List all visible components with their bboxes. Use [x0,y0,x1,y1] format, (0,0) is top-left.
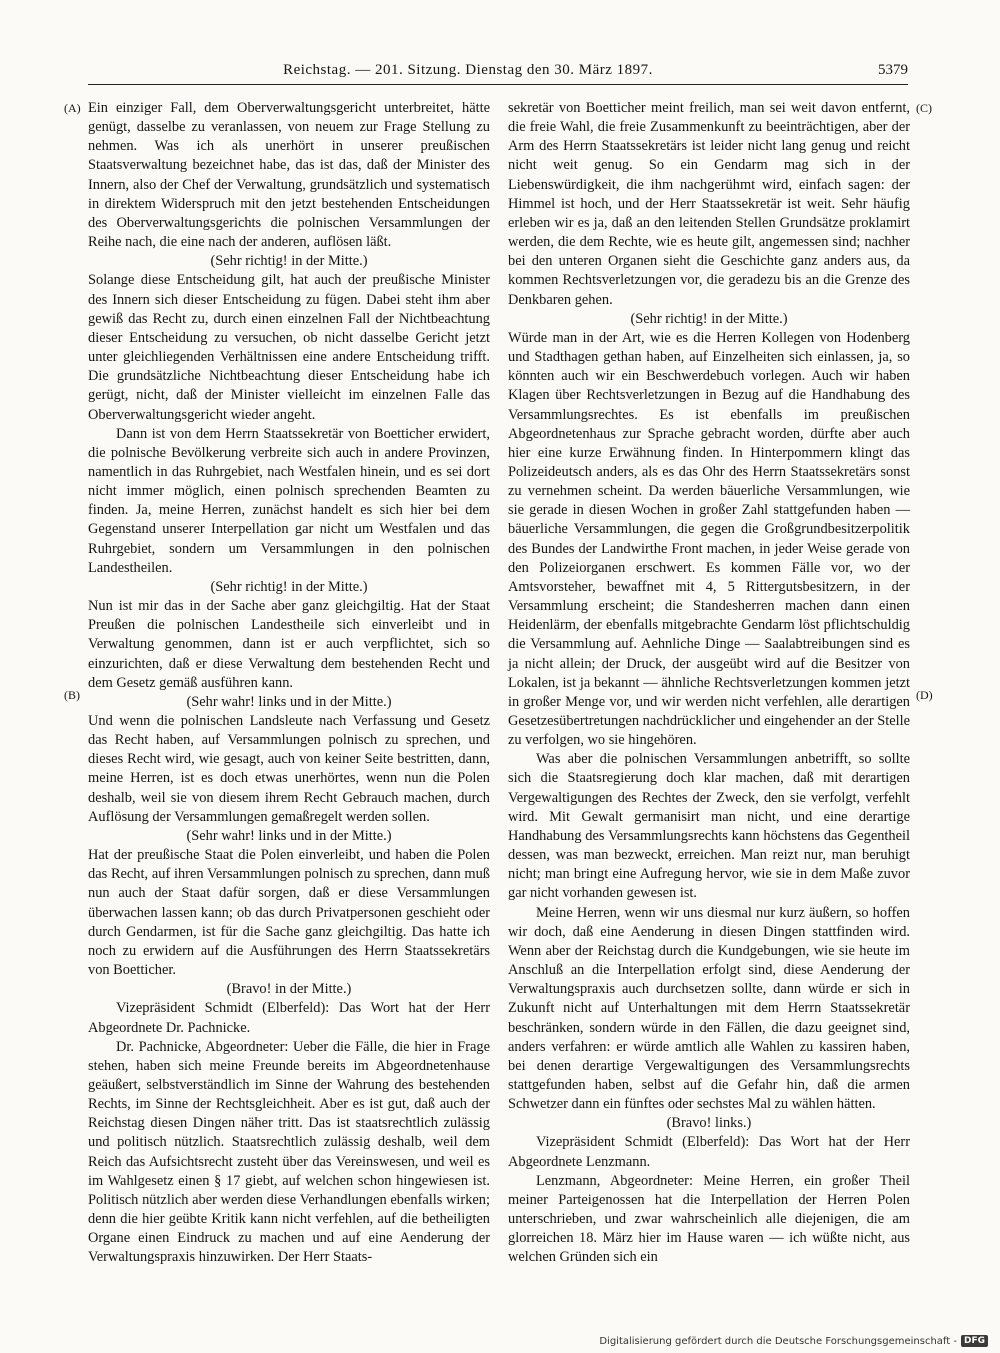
paragraph: Was aber die polnischen Versammlungen anbetrifft, so sollte sich die Staatsregierung doch klar machen, daß mit derartigen Vergewaltigungen des Rechtes der Zweck, den sie verfolgt, verfehlt wird. Mit Gewalt germanisirt man nicht, und eine derartige Handhabung des Versammlungsrechts kann höchstens das Gegentheil dessen, was man bezweckt, erreichen. Man reizt nur, man beruhigt nicht; man bringt eine Aufregung hervor, wie sie in dem Maße zuvor gar nicht vorhanden gewesen ist. [508,751,910,902]
margin-mark-a: (A) [64,101,81,115]
running-header [88,62,908,82]
page-number: 5379 [878,62,908,78]
paragraph: Vizepräsident Schmidt (Elberfeld): Das Wort hat der Herr Abgeordnete Lenzmann. [508,1134,910,1170]
interjection: (Sehr richtig! in der Mitte.) [210,253,368,270]
paragraph: Ein einziger Fall, dem Oberverwaltungsgericht unterbreitet, hätte genügt, dasselbe zu veranlassen, von neuem zur Frage Stellung zu nehmen. Was ich als unerhört in unserer preußischen Staatsverwaltung bezeichnet habe, das ist das, daß der Minister des Innern, also der Chef der Verwaltung, grundsätzlich und systematisch in direktem Widerspruch mit den jetzt bestehenden Entscheidungen des Oberverwaltungsgerichts die polnischen Versammlungen der Reihe nach, die eine nach der anderen, auflösen läßt. [88,100,490,251]
margin-mark-d: (D) [916,688,933,702]
left-column [88,99,490,1268]
footer-credit: Digitalisierung gefördert durch die Deutsche Forschungsgemeinschaft - [599,1335,957,1347]
margin-mark-b: (B) [64,688,80,702]
dfg-logo: DFG [961,1335,988,1347]
paragraph: Vizepräsident Schmidt (Elberfeld): Das Wort hat der Herr Abgeordnete Dr. Pachnicke. [88,1000,490,1036]
interjection: (Sehr wahr! links und in der Mitte.) [186,827,392,844]
interjection: (Sehr wahr! links und in der Mitte.) [186,693,392,710]
paragraph: Lenzmann, Abgeordneter: Meine Herren, ein großer Theil meiner Parteigenossen hat die Interpellation der Herren Polen unterschrieben, und zwar wahrscheinlich alle diejenigen, die am glorreichen 18. März hier im Hause waren — ich wüßte nicht, aus welchen Gründen sich ein [508,1172,910,1266]
paragraph: Nun ist mir das in der Sache aber ganz gleichgiltig. Hat der Staat Preußen die polnischen Landestheile sich einverleibt und in Verwaltung genommen, dann ist er auch verpflichtet, sich so einzurichten, daß er diese Verwaltung dem bestehenden Recht und dem Gesetz gemäß ausführen kann. [88,598,490,691]
paragraph: Dann ist von dem Herrn Staatssekretär von Boetticher erwidert, die polnische Bevölkerung verbreite sich auch in andere Provinzen, namentlich in das Ruhrgebiet, nach Westfalen hinein, und es sei dort nicht immer möglich, einen polnisch sprechenden Beamten zu finden. Ja, meine Herren, zunächst handelt es sich hier bei dem Gegenstand unserer Interpellation gar nicht um Westfalen und das Ruhrgebiet, sondern um Versammlungen in den polnischen Landestheilen. [88,425,490,576]
interjection: (Sehr richtig! in der Mitte.) [630,310,788,327]
header-rule [88,84,908,85]
paragraph: Und wenn die polnischen Landsleute nach Verfassung und Gesetz das Recht haben, auf Versammlungen polnisch zu sprechen, und dieses Recht wird, wie gesagt, auch von keiner Seite bestritten, dann, meine Herren, ist es doch etwas unerhörtes, wenn nun die Polen deshalb, weil sie von diesem ihrem Recht Gebrauch machen, durch Auflösung der Versammlungen gemaßregelt werden sollen. [88,713,490,825]
paragraph: Würde man in der Art, wie es die Herren Kollegen von Hodenberg und Stadthagen gethan haben, auf Einzelheiten sich einlassen, ja, so könnten auch wir ein Beschwerdebuch vorlegen. Auch wir haben Klagen über Rechtsverletzungen in Bezug auf die Handhabung des Versammlungsrechtes. Es ist ebenfalls im preußischen Abgeordnetenhaus zur Sprache gebracht worden, dürfte aber auch hier eine kurze Erwähnung finden. In Hinterpommern klingt das Polizeideutsch anders, als es das Ohr des Herrn Staatssekretärs sonst zu vernehmen scheint. Da werden bäuerliche Versammlungen, wie sie gerade in diesen Wochen in großer Zahl stattgefunden haben — bäuerliche Versammlungen, die gegen die Großgrundbesitzerpolitik des Bundes der Landwirthe Front machen, in jeder Weise gerade von den Polizeiorganen erschwert. Es kommen Fälle vor, wo der Amtsvorsteher, bewaffnet mit 4, 5 Rittergutsbesitzern, in der Versammlung erscheint; die Standesherren machen dann einen Heidenlärm, der ebenfalls mitgebrachte Gendarm löst pflichtschuldig die Versammlung auf. Aehnliche Dinge — Saalabtreibungen sind es ja nicht allein; der Druck, der ausgeübt wird auf die Besitzer von Lokalen, ist ja bekannt — ähnliche Rechtsverletzungen kommen jetzt in großer Menge vor, und wir werden nicht verfehlen, alle derartigen Gesetzesübertretungen nachdrücklicher und eingehender an der Stelle zu verfolgen, wo sie hingehören. [508,329,910,749]
paragraph: sekretär von Boetticher meint freilich, man sei weit davon entfernt, die freie Wahl, die freie Zusammenkunft zu beeinträchtigen, aber der Arm des Herrn Staatssekretärs ist leider nicht lang genug und reicht nicht weit genug. So ein Gendarm mag sich in der Liebenswürdigkeit, die ihm nachgerühmt wird, einfach sagen: der Himmel ist hoch, und der Herr Staatssekretär ist weit. Sehr häufig erleben wir es ja, daß an den leitenden Stellen Grundsätze proklamirt werden, die dem Rechte, wie es heute gilt, angemessen sind; nachher bei den unteren Organen sieht die Geschichte ganz anders aus, da kommen Rechtsverletzungen vor, die geradezu bis an die Grenze des Denkbaren gehen. [508,100,910,308]
margin-mark-c: (C) [916,101,932,115]
header-title: Reichstag. — 201. Sitzung. Dienstag den 30. März 1897. [283,62,653,78]
paragraph: Meine Herren, wenn wir uns diesmal nur kurz äußern, so hoffen wir doch, daß eine Aenderung in diesen Dingen stattfinden wird. Wenn aber der Reichstag durch die Kundgebungen, wie sie heute im Anschluß an die Interpellation erfolgt sind, diese Aenderung der Verwaltungspraxis auch durchsetzen sollte, dann würde er sich in Zukunft nicht auf Unterhaltungen mit dem Herrn Staatssekretär beschränken, sondern würde in den Fällen, die dazu geeignet sind, anders verfahren: er würde amtlich alle Wahlen zu kassiren haben, bei denen derartige Vergewaltigungen des Versammlungsrechts stattgefunden haben, selbst auf die Gefahr hin, daß die armen Schwetzer dann ein fünftes oder sechstes Mal zu wählen hätten. [508,904,910,1113]
interjection: (Sehr richtig! in der Mitte.) [210,578,368,595]
right-column [508,99,910,1268]
paragraph: Dr. Pachnicke, Abgeordneter: Ueber die Fälle, die hier in Frage stehen, haben sich meine Freunde bereits im Abgeordnetenhause geäußert, selbstverständlich im Sinne der Wahrung des bestehenden Rechts, im Sinne der Rechtsgleichheit. Aber es ist gut, daß auch der Reichstag diesen Dingen näher tritt. Das ist staatsrechtlich zulässig und politisch nützlich. Staatsrechtlich zulässig deshalb, weil dem Reich das Aufsichtsrecht zusteht über das Vereinswesen, und weil es im Wahlgesetz einen § 17 giebt, auf welchen schon hingewiesen ist. Politisch nützlich aber werden diese Verhandlungen ebenfalls wirken; denn die hier geübte Kritik kann nicht verfehlen, auf die betheiligten Organe einen Eindruck zu machen und auf eine Aenderung der Verwaltungspraxis hinzuwirken. Der Herr Staats- [88,1038,490,1266]
interjection: (Bravo! links.) [666,1115,752,1132]
footer [599,1335,988,1347]
paragraph: Hat der preußische Staat die Polen einverleibt, und haben die Polen das Recht, auf ihren Versammlungen polnisch zu sprechen, dann muß nun auch der Staat dafür sorgen, daß er diese Versammlungen überwachen lassen kann; ob das durch Privatpersonen geschieht oder durch Gendarmen, ist für die Sache ganz gleichgiltig. Das hatte ich noch zu erwidern auf die Ausführungen des Herrn Staatssekretärs von Boetticher. [88,847,490,979]
paragraph: Solange diese Entscheidung gilt, hat auch der preußische Minister des Innern sich dieser Entscheidung zu fügen. Dabei steht ihm aber gewiß das Recht zu, durch einen einzelnen Fall der Nichtbeachtung dieser Entscheidung zu versuchen, ob nicht dasselbe Gericht jetzt unter gleichliegenden Verhältnissen eine andere Entscheidung trifft. Die grundsätzliche Nichtbeachtung dieser Entscheidung habe ich gerügt, nicht, daß der Minister vielleicht im einzelnen Falle das Oberverwaltungsgericht wieder angeht. [88,272,490,423]
interjection: (Bravo! in der Mitte.) [226,981,352,998]
